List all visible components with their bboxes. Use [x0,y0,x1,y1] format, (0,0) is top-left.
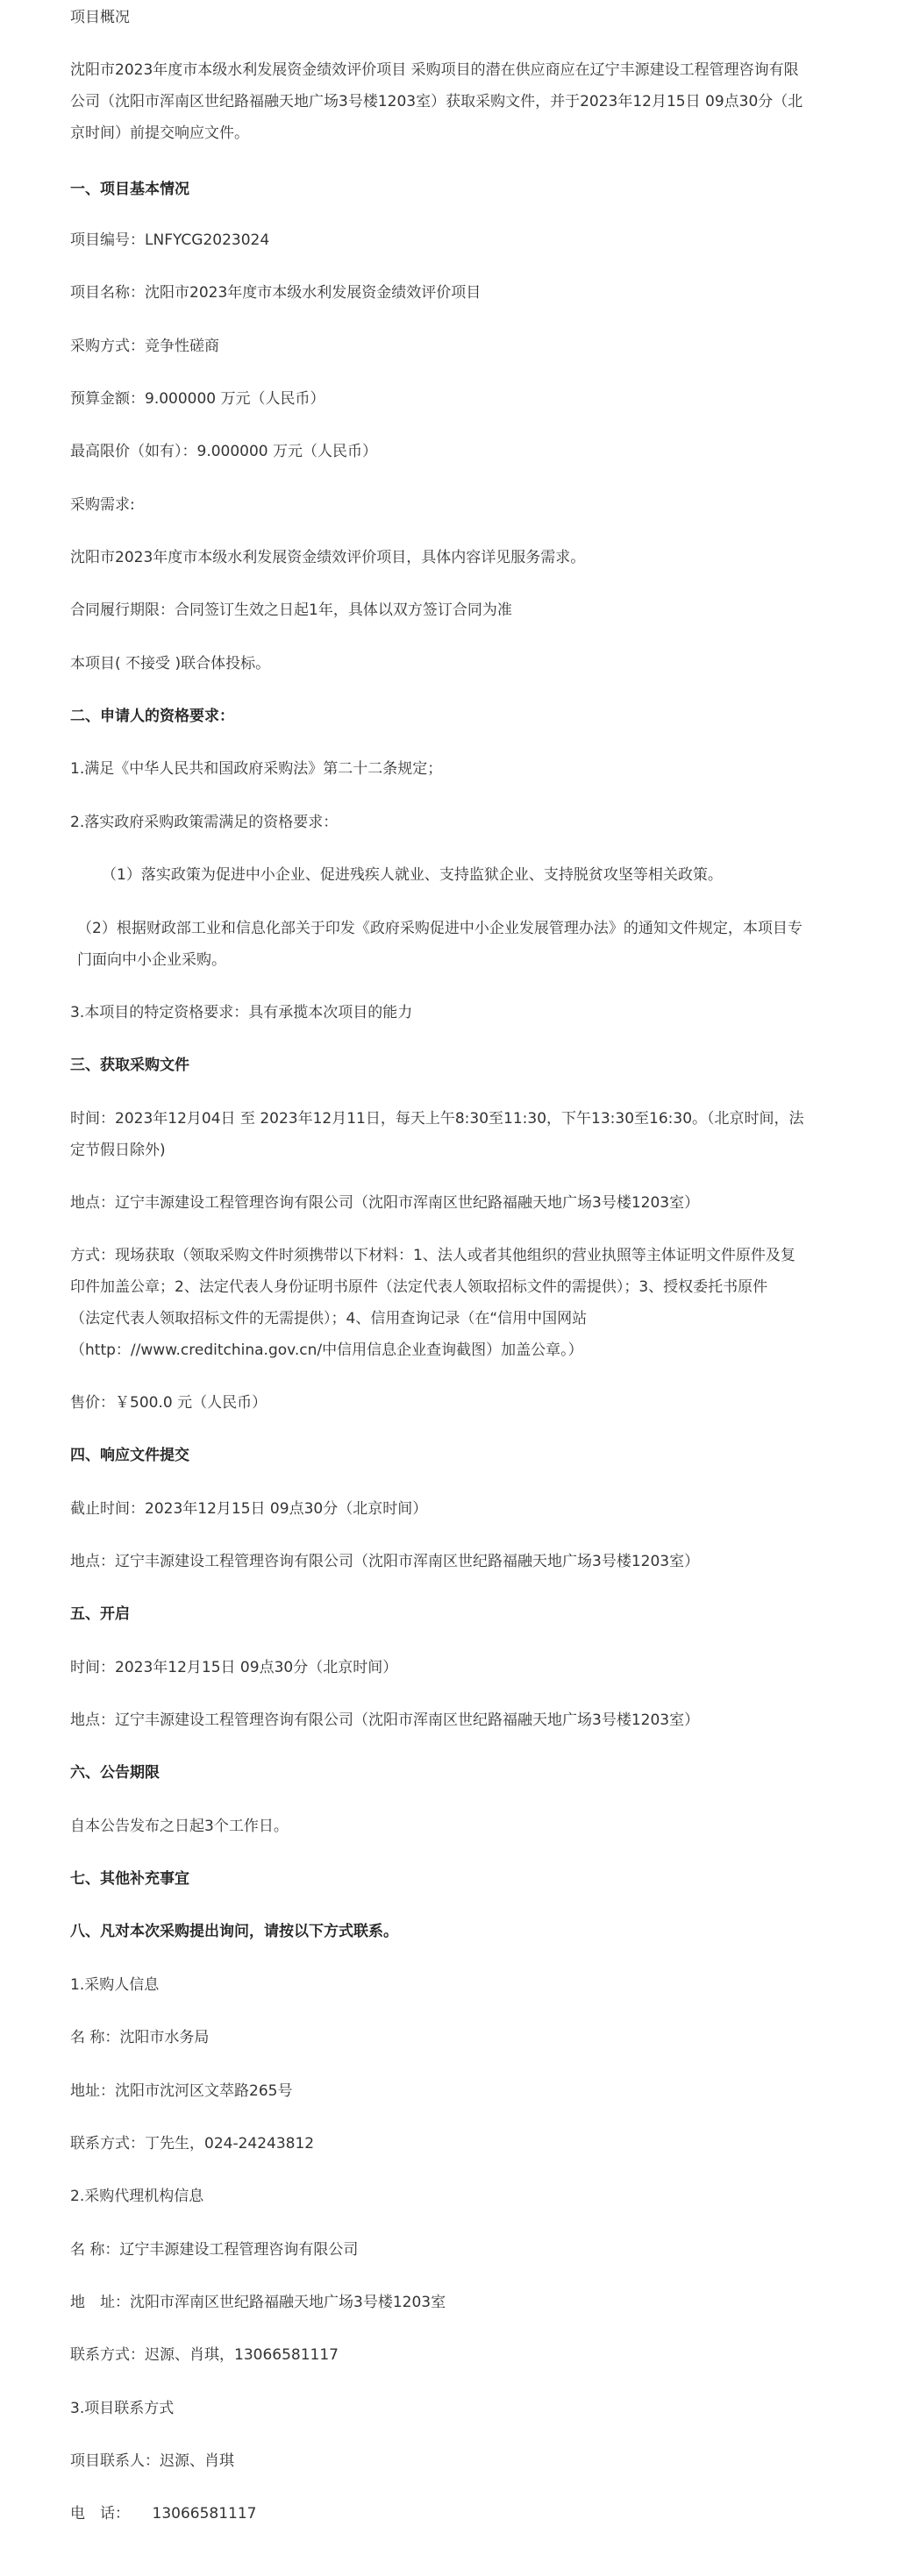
requirement-2-2-line: 门面向中小企业采购。 [77,951,226,969]
section-heading-qualifications: 二、申请人的资格要求： [70,708,234,725]
obtain-time [70,1103,851,1166]
agency-contact: 联系方式：迟源、肖琪，13066581117 [70,2346,339,2364]
requirement-2-1: （1）落实政策为促进中小企业、促进残疾人就业、支持监狱企业、支持脱贫攻坚等相关政策。 [102,866,723,884]
obtain-way-line: 方式：现场获取（领取采购文件时须携带以下材料：1、法人或者其他组织的营业执照等主体证明文件原件及复 [70,1247,795,1264]
section-heading-obtain-docs: 三、获取采购文件 [70,1057,189,1074]
agency-address: 地 址：沈阳市浑南区世纪路福融天地广场3号楼1203室 [70,2294,446,2311]
agency-name: 名 称：辽宁丰源建设工程管理咨询有限公司 [70,2241,359,2259]
purchaser-address: 地址：沈阳市沈河区文萃路265号 [70,2082,293,2100]
notice-period: 自本公告发布之日起3个工作日。 [70,1818,289,1835]
section-heading-basic-info: 一、项目基本情况 [70,181,189,198]
requirement-2: 2.落实政府采购政策需满足的资格要求： [70,814,339,831]
requirement-3: 3.本项目的特定资格要求：具有承揽本次项目的能力 [70,1004,413,1021]
purchaser-name: 名 称：沈阳市水务局 [70,2029,210,2046]
section-heading-contact: 八、凡对本次采购提出询问，请按以下方式联系。 [70,1923,398,1940]
opening-place: 地点：辽宁丰源建设工程管理咨询有限公司（沈阳市浑南区世纪路福融天地广场3号楼1203室） [70,1711,700,1729]
requirement-2-2 [77,913,858,976]
obtain-time-line: 时间：2023年12月04日 至 2023年12月11日，每天上午8:30至11:30，下午13:30至16:30。（北京时间，法 [70,1110,804,1128]
obtain-place: 地点：辽宁丰源建设工程管理咨询有限公司（沈阳市浑南区世纪路福融天地广场3号楼1203室） [70,1194,700,1212]
contract-period: 合同履行期限：合同签订生效之日起1年，具体以双方签订合同为准 [70,601,512,619]
max-price: 最高限价（如有）：9.000000 万元（人民币） [70,443,378,460]
section-heading-notice-period: 六、公告期限 [70,1764,160,1782]
purchaser-title: 1.采购人信息 [70,1976,160,1994]
project-name: 项目名称：沈阳市2023年度市本级水利发展资金绩效评价项目 [70,284,482,302]
requirement-2-2-line: （2）根据财政部工业和信息化部关于印发《政府采购促进中小企业发展管理办法》的通知文件规定，本项目专 [77,920,803,937]
agency-title: 2.采购代理机构信息 [70,2188,204,2205]
project-contact-title: 3.项目联系方式 [70,2400,175,2417]
section-heading-submission: 四、响应文件提交 [70,1447,189,1464]
overview-paragraph [70,54,851,149]
purchaser-contact: 联系方式：丁先生，024-24243812 [70,2135,315,2153]
submission-place: 地点：辽宁丰源建设工程管理咨询有限公司（沈阳市浑南区世纪路福融天地广场3号楼1203室） [70,1553,700,1570]
requirement-1: 1.满足《中华人民共和国政府采购法》第二十二条规定； [70,760,443,778]
project-contact-person: 项目联系人：迟源、肖琪 [70,2452,234,2470]
budget-amount: 预算金额：9.000000 万元（人民币） [70,390,325,408]
section-heading-other: 七、其他补充事宜 [70,1870,189,1888]
obtain-way-line: （http：//www.creditchina.gov.cn/中信用信息企业查询截图）加盖公章。） [70,1341,583,1359]
overview-line: 沈阳市2023年度市本级水利发展资金绩效评价项目 采购项目的潜在供应商应在辽宁丰源建设工程管理咨询有限 [70,61,799,79]
obtain-way-line: （法定代表人领取招标文件的无需提供）；4、信用查询记录（在“信用中国网站 [70,1310,588,1327]
section-heading-opening: 五、开启 [70,1605,130,1623]
demand-text: 沈阳市2023年度市本级水利发展资金绩效评价项目，具体内容详见服务需求。 [70,549,586,566]
overview-title: 项目概况 [70,9,130,26]
document-price: 售价：￥500.0 元（人民币） [70,1394,268,1412]
opening-time: 时间：2023年12月15日 09点30分（北京时间） [70,1659,398,1676]
consortium-note: 本项目( 不接受 )联合体投标。 [70,655,271,672]
obtain-time-line: 定节假日除外) [70,1142,166,1159]
submission-deadline: 截止时间：2023年12月15日 09点30分（北京时间） [70,1500,428,1518]
procurement-method: 采购方式：竞争性磋商 [70,338,219,355]
overview-line: 京时间）前提交响应文件。 [70,125,249,142]
obtain-way-line: 印件加盖公章；2、法定代表人身份证明书原件（法定代表人领取招标文件的需提供）；3、授权委托书原件 [70,1278,768,1296]
project-number: 项目编号：LNFYCG2023024 [70,231,270,249]
overview-line: 公司（沈阳市浑南区世纪路福融天地广场3号楼1203室）获取采购文件，并于2023年12月15日 09点30分（北 [70,93,803,110]
obtain-way [70,1240,851,1366]
project-contact-phone: 电 话： 13066581117 [70,2505,257,2523]
demand-label: 采购需求: [70,496,135,514]
